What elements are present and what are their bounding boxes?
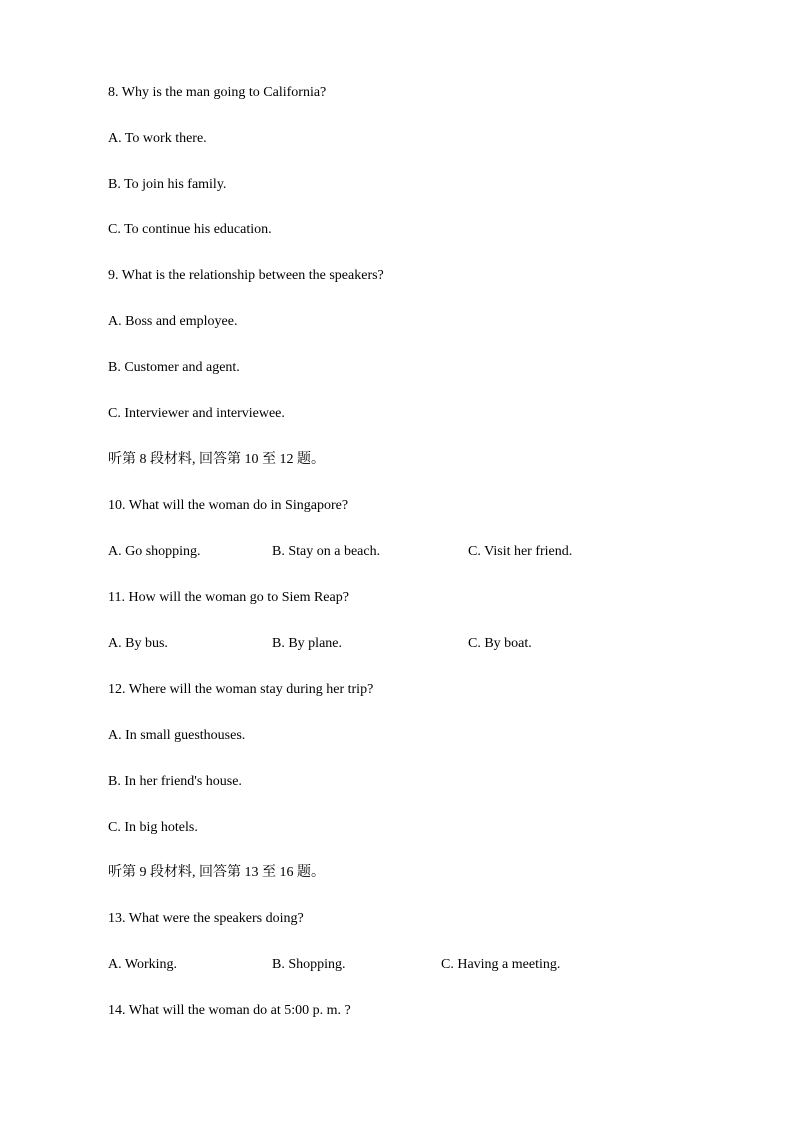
question-13-option-a: A. Working. (108, 957, 178, 972)
question-12-option-a: A. In small guesthouses. (108, 728, 246, 743)
question-10-option-b: B. Stay on a beach. (272, 544, 381, 559)
question-12-option-c: C. In big hotels. (108, 820, 198, 835)
question-11-option-b: B. By plane. (272, 636, 342, 651)
question-8-option-c: C. To continue his education. (108, 222, 272, 237)
question-10-option-a: A. Go shopping. (108, 544, 201, 559)
question-12: 12. Where will the woman stay during her trip? (108, 682, 374, 697)
question-9-option-a: A. Boss and employee. (108, 314, 238, 329)
question-9: 9. What is the relationship between the speakers? (108, 268, 384, 283)
section-heading-8: 听第 8 段材料, 回答第 10 至 12 题。 (108, 452, 325, 467)
question-11: 11. How will the woman go to Siem Reap? (108, 590, 349, 605)
question-9-option-c: C. Interviewer and interviewee. (108, 406, 285, 421)
section-heading-9: 听第 9 段材料, 回答第 13 至 16 题。 (108, 865, 325, 880)
question-13-option-c: C. Having a meeting. (441, 957, 561, 972)
question-9-option-b: B. Customer and agent. (108, 360, 240, 375)
question-8: 8. Why is the man going to California? (108, 85, 327, 100)
question-13-option-b: B. Shopping. (272, 957, 346, 972)
question-8-option-b: B. To join his family. (108, 177, 227, 192)
question-11-option-a: A. By bus. (108, 636, 168, 651)
question-12-option-b: B. In her friend's house. (108, 774, 242, 789)
question-10-option-c: C. Visit her friend. (468, 544, 573, 559)
question-14: 14. What will the woman do at 5:00 p. m. ? (108, 1003, 351, 1018)
question-11-option-c: C. By boat. (468, 636, 532, 651)
question-10: 10. What will the woman do in Singapore? (108, 498, 349, 513)
question-13: 13. What were the speakers doing? (108, 911, 304, 926)
question-8-option-a: A. To work there. (108, 131, 207, 146)
